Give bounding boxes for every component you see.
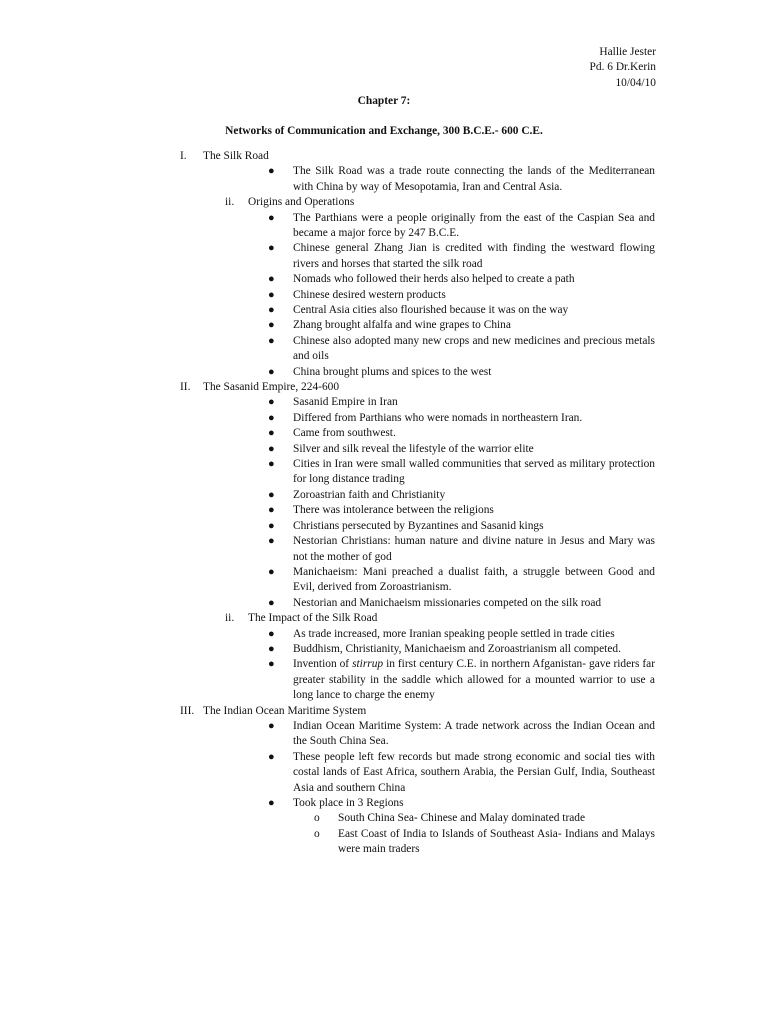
author-name: Hallie Jester xyxy=(599,46,656,58)
stirrup-term: stirrup xyxy=(352,658,384,671)
bullet-icon: ● xyxy=(268,288,275,301)
bullet-item: ● These people left few records but made strong economic and social ties with costal lands of East Africa, southern Arabia, the Persian Gulf, India, Southeast Asia and southern China xyxy=(268,750,655,794)
bullet-icon: ● xyxy=(268,427,275,440)
bullet-item: ● Nomads who followed their herds also helped to create a path xyxy=(0,272,655,287)
bullet-icon: ● xyxy=(268,365,275,378)
sub-bullet-item: o South China Sea- Chinese and Malay dominated trade xyxy=(0,811,655,826)
bullet-item: ● Buddhism, Christianity, Manichaeism and Zoroastrianism all competed. xyxy=(0,642,655,657)
bullet-item-stirrup: ● Invention of stirrup in first century C.E. in northern Afganistan- gave riders far greater stability in the saddle which allowed for a mounted warrior to use a long lance to charge the enemy xyxy=(268,658,656,702)
bullet-icon: ● xyxy=(268,488,275,501)
bullet-icon: ● xyxy=(268,458,275,471)
section-title: The Indian Ocean Maritime System xyxy=(203,704,367,717)
bullet-icon: ● xyxy=(268,411,275,424)
header-block xyxy=(590,45,656,91)
section-heading xyxy=(0,380,768,395)
bullet-icon: ● xyxy=(268,273,275,286)
section-title: The Sasanid Empire, 224-600 xyxy=(203,381,340,394)
bullet-item: ● Cities in Iran were small walled communities that served as military protection for long distance trading xyxy=(268,458,655,486)
bullet-item: ● Zoroastrian faith and Christianity xyxy=(0,488,655,503)
bullet-icon: ● xyxy=(268,627,275,640)
subsection-title: The Impact of the Silk Road xyxy=(248,612,378,625)
chapter-heading: Chapter 7: xyxy=(357,95,411,107)
bullet-item: ● Zhang brought alfalfa and wine grapes to China xyxy=(0,318,655,333)
bullet-item: ● The Parthians were a people originally from the east of the Caspian Sea and became a major force by 247 B.C.E. xyxy=(268,211,655,239)
bullet-icon: ● xyxy=(268,519,275,532)
bullet-icon: ● xyxy=(268,796,275,809)
outline xyxy=(0,149,768,858)
bullet-icon: ● xyxy=(268,304,275,317)
bullet-icon: ● xyxy=(268,165,275,178)
section-heading xyxy=(0,704,768,719)
bullet-item: ● Nestorian and Manichaeism missionaries competed on the silk road xyxy=(0,596,655,611)
bullet-item: ● Sasanid Empire in Iran xyxy=(0,395,655,410)
bullet-item: ● Came from southwest. xyxy=(0,426,655,441)
chapter-subtitle: Networks of Communication and Exchange, 300 B.C.E.- 600 C.E. xyxy=(225,125,543,137)
bullet-item: ● Differed from Parthians who were nomads in northeastern Iran. xyxy=(0,411,655,426)
subsection-number: ii. xyxy=(225,196,235,209)
bullet-icon: ● xyxy=(268,658,275,671)
sub-bullet-icon: o xyxy=(314,812,320,825)
subsection-title: Origins and Operations xyxy=(248,196,355,209)
bullet-icon: ● xyxy=(268,211,275,224)
bullet-item: ● As trade increased, more Iranian speaking people settled in trade cities xyxy=(0,627,655,642)
subsection-heading xyxy=(0,195,768,210)
bullet-item: ● China brought plums and spices to the west xyxy=(0,365,655,380)
bullet-item: ● Indian Ocean Maritime System: A trade network across the Indian Ocean and the South China Sea. xyxy=(268,719,655,748)
sub-bullet-item: o East Coast of India to Islands of Southeast Asia- Indians and Malays were main traders xyxy=(314,827,655,856)
section-title: The Silk Road xyxy=(203,150,269,162)
bullet-icon: ● xyxy=(268,504,275,517)
bullet-icon: ● xyxy=(268,242,275,255)
section-number: III. xyxy=(180,704,195,717)
bullet-icon: ● xyxy=(268,565,275,578)
bullet-icon: ● xyxy=(268,750,275,763)
subsection-heading xyxy=(0,611,768,626)
bullet-item: ● Central Asia cities also flourished because it was on the way xyxy=(0,303,655,318)
bullet-item: ● Chinese desired western products xyxy=(0,288,655,303)
section-heading xyxy=(0,149,768,164)
bullet-item: ● Manichaeism: Mani preached a dualist faith, a struggle between Good and Evil, derived from Zoroastrianism. xyxy=(268,565,655,594)
class-info: Pd. 6 Dr.Kerin xyxy=(589,61,656,74)
bullet-item: ● Silver and silk reveal the lifestyle of the warrior elite xyxy=(0,442,655,457)
bullet-icon: ● xyxy=(268,535,275,548)
bullet-icon: ● xyxy=(268,719,275,732)
sub-bullet-icon: o xyxy=(314,827,320,840)
bullet-icon: ● xyxy=(268,319,275,332)
bullet-item: ● The Silk Road was a trade route connecting the lands of the Mediterranean with China by way of Mesopotamia, Iran and Central Asia. xyxy=(268,165,655,193)
section-number: I. xyxy=(180,150,187,162)
subsection-number: ii. xyxy=(225,612,235,625)
section-number: II. xyxy=(180,381,191,394)
bullet-icon: ● xyxy=(268,334,275,347)
bullet-item: ● Chinese general Zhang Jian is credited with finding the westward flowing rivers and horses that started the silk road xyxy=(268,242,655,270)
bullet-item: ● Chinese also adopted many new crops and new medicines and precious metals and oils xyxy=(268,334,655,363)
bullet-icon: ● xyxy=(268,596,275,609)
bullet-item: ● Nestorian Christians: human nature and divine nature in Jesus and Mary was not the mother of god xyxy=(268,535,655,563)
bullet-icon: ● xyxy=(268,642,275,655)
bullet-item: ● Took place in 3 Regions xyxy=(0,796,655,811)
bullet-icon: ● xyxy=(268,396,275,409)
bullet-item: ● Christians persecuted by Byzantines and Sasanid kings xyxy=(0,519,655,534)
date: 10/04/10 xyxy=(615,76,656,89)
bullet-item: ● There was intolerance between the religions xyxy=(0,503,655,518)
bullet-icon: ● xyxy=(268,442,275,455)
